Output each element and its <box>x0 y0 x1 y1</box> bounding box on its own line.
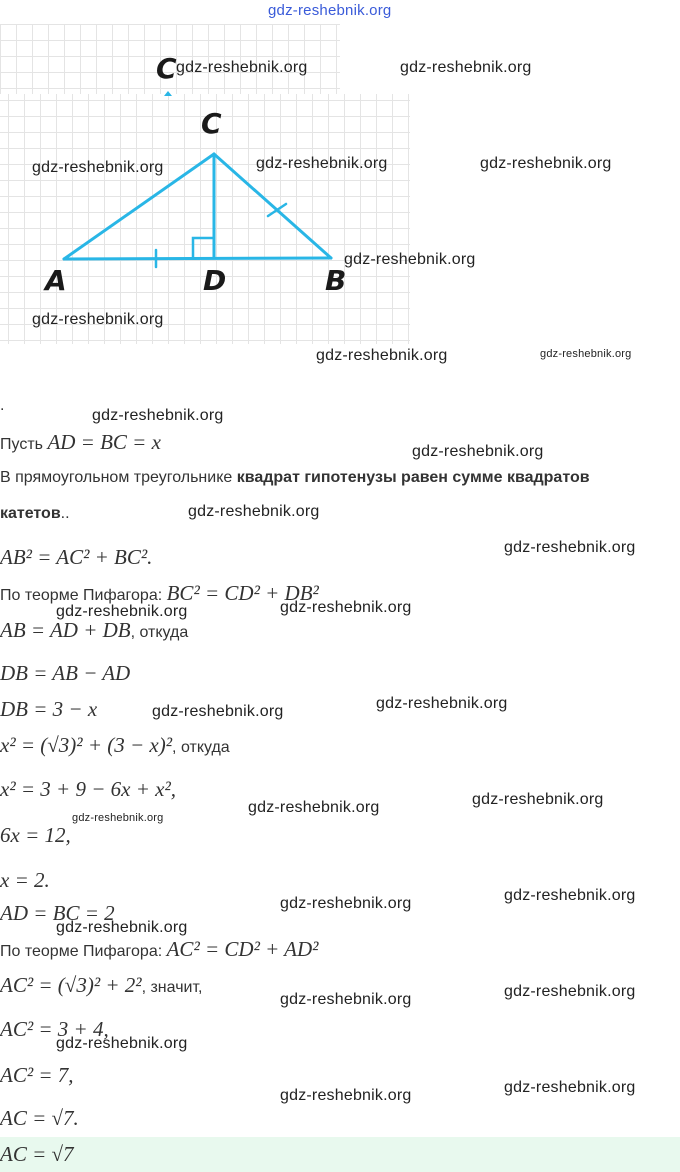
eq-ac-root: AC = √7. <box>0 1106 79 1130</box>
line-let: Пусть AD = BC = x <box>0 430 161 454</box>
watermark: gdz-reshebnik.org <box>280 599 412 616</box>
line-rule-cont: катетов.. <box>0 505 70 522</box>
watermark: gdz-reshebnik.org <box>280 991 412 1008</box>
watermark: gdz-reshebnik.org <box>504 887 636 904</box>
watermark: gdz-reshebnik.org <box>280 895 412 912</box>
small-arrow-mark <box>164 91 172 96</box>
eq-db-value: DB = 3 − x <box>0 697 98 721</box>
watermark: gdz-reshebnik.org <box>504 983 636 1000</box>
point-a-label: A <box>45 264 67 297</box>
eq-x-value: x = 2. <box>0 868 50 892</box>
watermark: gdz-reshebnik.org <box>188 503 320 520</box>
eq-expand: x² = 3 + 9 − 6x + x², <box>0 777 176 801</box>
watermark: gdz-reshebnik.org <box>400 59 532 76</box>
watermark: gdz-reshebnik.org <box>152 703 284 720</box>
watermark-top[interactable]: gdz-reshebnik.org <box>268 2 392 19</box>
point-c-top-label: C <box>156 52 177 85</box>
watermark: gdz-reshebnik.org <box>540 348 632 360</box>
watermark: gdz-reshebnik.org <box>72 812 164 824</box>
watermark: gdz-reshebnik.org <box>176 59 308 76</box>
side-ab <box>64 258 331 259</box>
answer-text: AC = √7 <box>0 1142 74 1166</box>
eq-ad-bc: AD = BC = 2 <box>0 901 115 925</box>
eq-6x: 6x = 12, <box>0 823 71 847</box>
watermark: gdz-reshebnik.org <box>344 251 476 268</box>
eq-ab-squared: AB² = AC² + BC². <box>0 545 153 569</box>
eq-ac-sum: AC² = 3 + 4, <box>0 1017 109 1041</box>
watermark: gdz-reshebnik.org <box>504 539 636 556</box>
watermark: gdz-reshebnik.org <box>56 603 188 620</box>
watermark: gdz-reshebnik.org <box>280 1087 412 1104</box>
watermark: gdz-reshebnik.org <box>376 695 508 712</box>
watermark: gdz-reshebnik.org <box>504 1079 636 1096</box>
watermark: gdz-reshebnik.org <box>412 443 544 460</box>
watermark: gdz-reshebnik.org <box>248 799 380 816</box>
watermark: gdz-reshebnik.org <box>56 1035 188 1052</box>
answer-box <box>0 1137 680 1172</box>
watermark: gdz-reshebnik.org <box>32 159 164 176</box>
stray-dot: . <box>0 397 5 414</box>
watermark: gdz-reshebnik.org <box>56 919 188 936</box>
line-x-squared: x² = (√3)² + (3 − x)², откуда <box>0 733 230 757</box>
watermark: gdz-reshebnik.org <box>256 155 388 172</box>
line-ab-sum: AB = AD + DB, откуда <box>0 618 189 642</box>
right-angle-mark <box>193 238 214 258</box>
point-d-label: D <box>203 264 227 297</box>
line-pythagoras-ac: По теорме Пифагора: AC² = CD² + AD² <box>0 937 319 961</box>
point-c-label: C <box>201 107 222 140</box>
line-rule: В прямоугольном треугольнике квадрат гипотенузы равен сумме квадратов <box>0 469 590 486</box>
watermark: gdz-reshebnik.org <box>316 347 448 364</box>
watermark: gdz-reshebnik.org <box>480 155 612 172</box>
eq-ac-seven: AC² = 7, <box>0 1063 74 1087</box>
eq-db-diff: DB = AB − AD <box>0 661 131 685</box>
line-pythagoras-bc: По теорме Пифагора: BC² = CD² + DB² <box>0 581 319 605</box>
point-b-label: B <box>325 264 347 297</box>
watermark: gdz-reshebnik.org <box>472 791 604 808</box>
watermark: gdz-reshebnik.org <box>32 311 164 328</box>
watermark: gdz-reshebnik.org <box>92 407 224 424</box>
line-ac-squared: AC² = (√3)² + 2², значит, <box>0 973 203 997</box>
